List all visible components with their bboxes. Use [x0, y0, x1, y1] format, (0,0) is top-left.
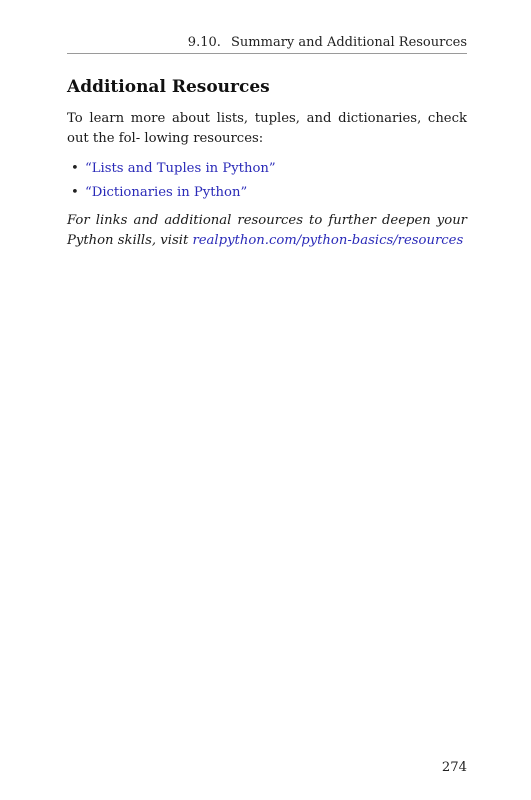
resource-link-dictionaries[interactable]: “Dictionaries in Python” [85, 185, 248, 200]
resource-list [67, 159, 467, 203]
intro-paragraph: To learn more about lists, tuples, and dictionaries, check out the fol- lowing resources: [67, 111, 467, 146]
header-section-number: 9.10. [187, 35, 221, 50]
page-number: 274 [441, 760, 467, 775]
section-heading: Additional Resources [67, 77, 270, 97]
resources-url-link[interactable]: realpython.com/python-basics/resources [192, 233, 464, 248]
resources-note [67, 211, 467, 251]
list-item [67, 183, 467, 203]
header-section-title: Summary and Additional Resources [231, 35, 467, 50]
list-item [67, 159, 467, 179]
bullet-icon: • [71, 161, 79, 176]
running-header [67, 35, 467, 54]
page-content [67, 76, 467, 251]
resources-note-text: For links and additional resources to further deepen your Python skills, visit [67, 213, 467, 248]
bullet-icon: • [71, 185, 79, 200]
resource-link-lists-tuples[interactable]: “Lists and Tuples in Python” [85, 161, 276, 176]
